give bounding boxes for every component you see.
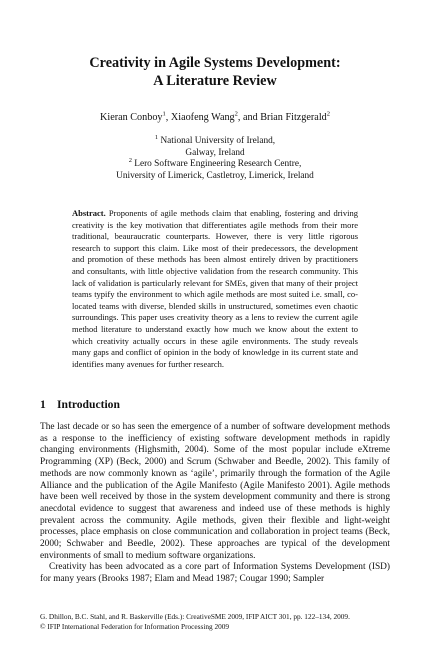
affiliation-2-mark: 2 [128, 157, 132, 165]
affiliation-1-line-2: Galway, Ireland [185, 147, 245, 158]
author-1-affiliation-mark: 1 [162, 110, 166, 118]
author-2: Xiaofeng Wang [170, 112, 235, 123]
footer-citation: G. Dhillon, B.C. Stahl, and R. Baskerville (Eds.): CreativeSME 2009, IFIP AICT 301, pp. 122–134, 2009. [40, 612, 350, 621]
affiliation-1-name: National University of Ireland, [158, 136, 276, 146]
footer-copyright: © IFIP International Federation for Information Processing 2009 [40, 621, 230, 631]
section-heading [40, 398, 120, 412]
abstract [72, 208, 358, 370]
author-separator-2: , and [237, 112, 261, 123]
section-number: 1 [40, 398, 46, 411]
author-2-affiliation-mark: 2 [234, 110, 238, 118]
abstract-label: Abstract. [72, 208, 106, 218]
affiliation-2-name: Lero Software Engineering Research Centre, [131, 159, 302, 170]
title-line-1: Creativity in Agile Systems Development: [89, 55, 341, 71]
affiliation-2-line-1 [40, 159, 390, 171]
body-paragraph-1: The last decade or so has seen the emergence of a number of software development methods as a response to the inefficiency of existing software development methods in rapidly changing environments (Highsmith, 2004). Some of the most popular include eXtreme Programming (XP) (Beck, 2000) and Scrum (Schwaber and Beedle, 2002). This family of methods are now commonly known as ‘agile’, primarily through the formation of the Agile Alliance and the publication of the Agile Manifesto (Agile Manifesto 2001). Agile methods have been well received by those in the system development community and there is strong anecdotal evidence to suggest that awareness and indeed use of these methods is highly prevalent across the community. Agile methods, given their flexible and light-weight processes, place emphasis on close communication and collaboration in project teams (Beck, 2000; Schwaber and Beedle, 2002). These approaches are typical of the development environments of small to medium software organizations. [40, 422, 390, 561]
title-line-2: A Literature Review [153, 73, 277, 89]
author-3-affiliation-mark: 2 [326, 110, 330, 118]
affiliation-1-mark: 1 [154, 133, 159, 141]
page-footer [40, 612, 400, 631]
author-separator-1: , [165, 112, 171, 123]
author-3: Brian Fitzgerald [260, 112, 327, 123]
body-text [40, 422, 390, 586]
affiliation-1-line-1 [40, 133, 390, 148]
author-1: Kieran Conboy [100, 112, 163, 123]
affiliation-2-line-2: University of Limerick, Castletroy, Limerick, Ireland [116, 170, 314, 181]
paper-title [40, 54, 390, 90]
author-list [40, 112, 390, 124]
body-paragraph-2: Creativity has been advocated as a core part of Information Systems Development (ISD) for many years (Brooks 1987; Elam and Mead 1987; Cougar 1990; Sampler [40, 562, 390, 585]
affiliations [40, 133, 390, 182]
section-title: Introduction [57, 398, 120, 411]
abstract-text: Proponents of agile methods claim that enabling, fostering and driving creativity is the key motivation that differentiates agile methods from their more traditional, beauraucratic counterparts. However, there is very little rigorous research to support this claim. Like most of their predecessors, the development and promotion of these methods has been almost entirely driven by practitioners and consultants, with little objective validation from the research community. This lack of validation is particularly relevant for SMEs, given that many of their project teams typify the environment to which agile methods are most suited i.e. small, co-located teams with diverse, blended skills in unstructured, sometimes even chaotic surroundings. This paper uses creativity theory as a lens to review the current agile method literature to understand exactly how much we know about the extent to which creativity actually occurs in these agile environments. The study reveals many gaps and conflict of opinion in the body of knowledge in its current state and identifies many avenues for further research. [72, 208, 358, 369]
